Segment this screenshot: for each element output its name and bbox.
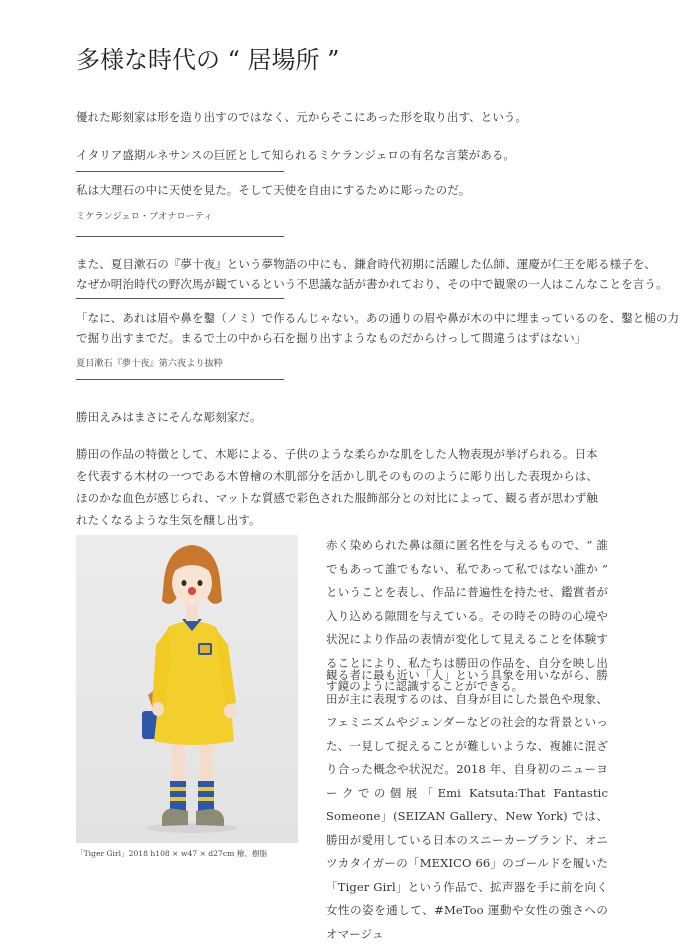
middle-line-1: また、夏目漱石の『夢十夜』という夢物語の中にも、鎌倉時代初期に活躍した仏師、運慶が仁王を彫る様子を、	[76, 257, 656, 271]
divider	[76, 379, 284, 380]
quote-soseki-line-1: 「なに、あれは眉や鼻を鑿（ノミ）で作るんじゃない。あの通りの眉や鼻が木の中に埋まっているのを、鑿と槌の力	[76, 311, 680, 325]
body-paragraph-2: 勝田の作品の特徴として、木彫による、子供のような柔らかな肌をした人物表現が挙げられる。日本を代表する木材の一つである木曽檜の木肌部分を活かし肌そのもののように彫り出した表現からは、ほのかな血色が感じられ、マットな質感で彩色された服飾部分との対比によって、観る者が思わず触れたくなるような生気を醸し出す。	[76, 447, 598, 527]
intro-line-1: 優れた彫刻家は形を造り出すのではなく、元からそこにあった形を取り出す、という。	[76, 110, 528, 124]
intro-line-2: イタリア盛期ルネサンスの巨匠として知られるミケランジェロの有名な言葉がある。	[76, 148, 516, 162]
column-paragraph-1: 赤く染められた鼻は顔に匿名性を与えるもので、“ 誰でもあって誰でもない、私であって私ではない誰か ” ということを表し、作品に普遍性を持たせ、鑑賞者が入り込める隙間を与えている。その時その時の心境や状況により作品の表情が変化して見えることを体験することにより、私たちは勝田の作品を、自分を映し出す鏡のように認識することができる。	[326, 538, 608, 693]
artwork-photo	[76, 535, 298, 843]
quote-michelangelo-source: ミケランジェロ・ブオナローティ	[76, 211, 213, 222]
body-paragraph-1: 勝田えみはまさにそんな彫刻家だ。	[76, 410, 262, 424]
quote-michelangelo: 私は大理石の中に天使を見た。そして天使を自由にするために彫ったのだ。	[76, 183, 471, 197]
quote-soseki-line-2: で掘り出すまでだ。まるで土の中から石を掘り出すようなものだからけっして間違うはずはない」	[76, 331, 587, 345]
page-title: 多様な時代の “ 居場所 ”	[76, 46, 340, 74]
middle-line-2: なぜか明治時代の野次馬が観ているという不思議な話が書かれており、その中で観衆の一人はこんなことを言う。	[76, 277, 668, 291]
divider	[76, 171, 284, 172]
quote-soseki-source: 夏目漱石『夢十夜』第六夜より抜粋	[76, 358, 223, 369]
divider	[76, 236, 284, 237]
divider	[76, 298, 284, 299]
tiger-girl-sculpture-image	[76, 535, 298, 843]
figure-caption: 「Tiger Girl」2018 h108 × w47 × d27cm 檜、樹脂	[76, 849, 268, 858]
column-paragraph-2: 観る者に最も近い「人」という具象を用いながら、勝田が主に表現するのは、自身が目にした景色や現象、フェミニズムやジェンダーなどの社会的な背景といった、一見して捉えることが難しいような、複雑に混ざり合った概念や状況だ。2018 年、自身初のニューヨークでの個展「Emi Katsuta:That Fantastic Someone」(SEIZAN Gallery、New York) では、勝田が愛用している日本のスニーカーブランド、オニツカタイガーの「MEXICO 66」のゴールドを履いた「Tiger Girl」という作品で、拡声器を手に前を向く女性の姿を通して、#MeToo 運動や女性の強さへのオマージュ	[326, 668, 608, 941]
